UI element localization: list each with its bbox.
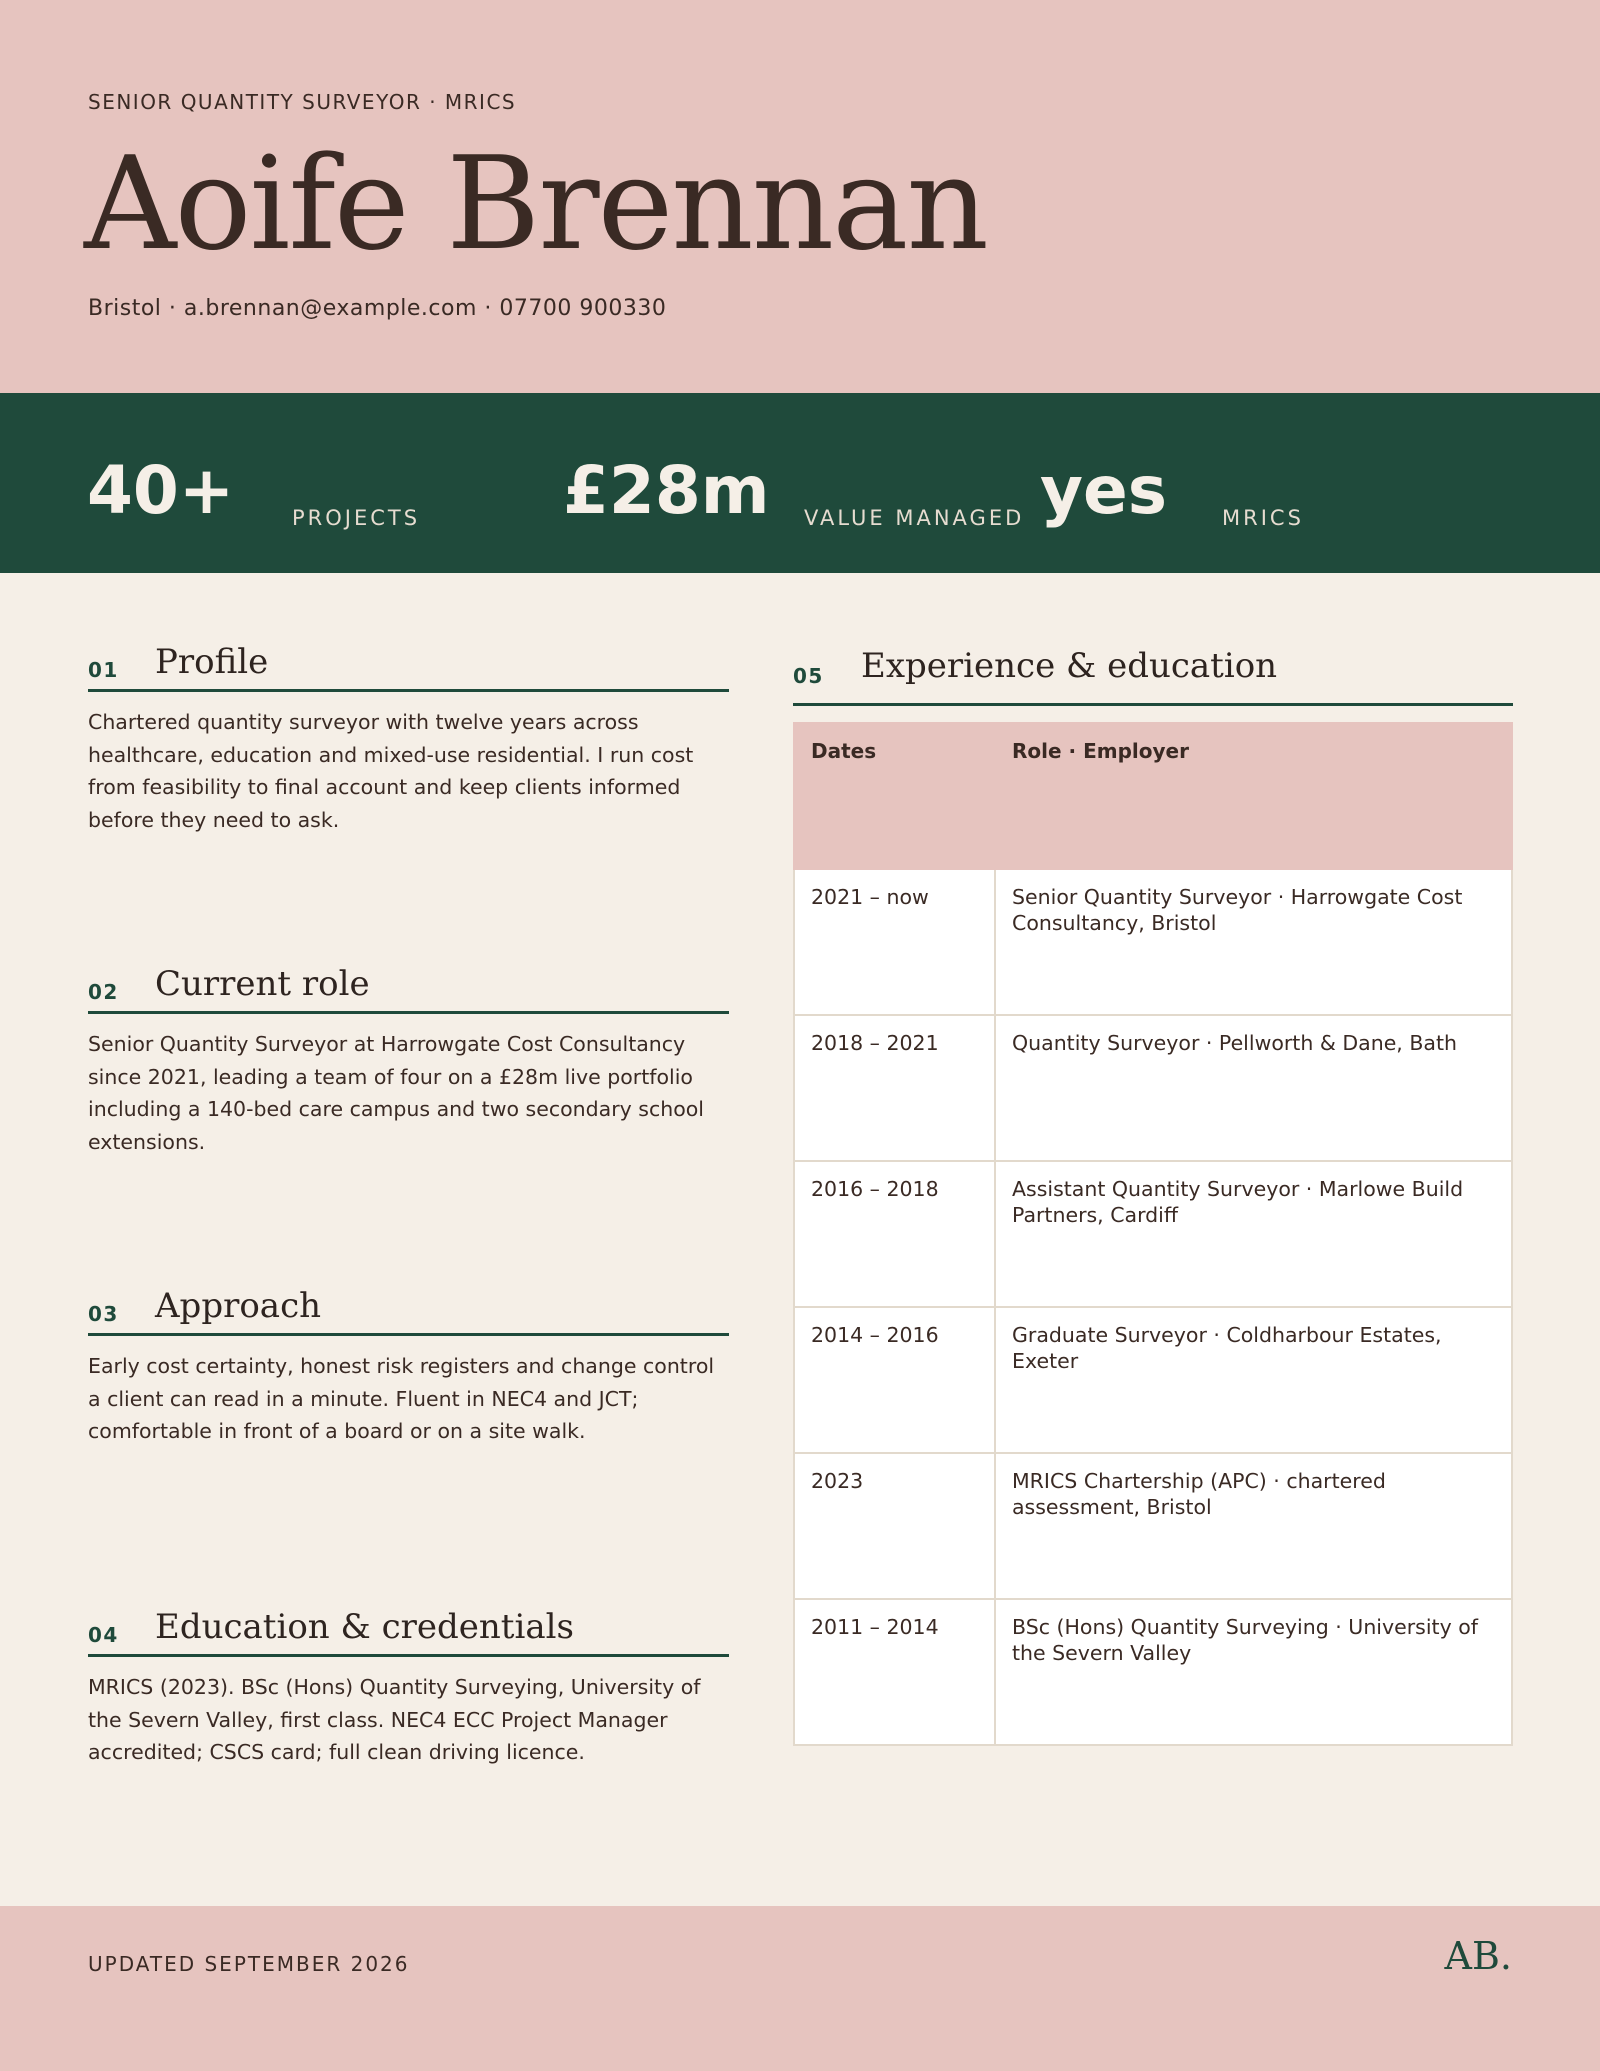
section-body: Early cost certainty, honest risk registers and change control a client can read in a minute. Fluent in NEC4 and JCT; comfortable in front of a board or on a site walk. — [88, 1354, 715, 1443]
header-band — [0, 0, 1600, 393]
table-row — [794, 1015, 1512, 1161]
stat-value-managed-label: VALUE MANAGED — [804, 506, 1025, 530]
section-number: 05 — [793, 664, 824, 688]
job-title-kicker: SENIOR QUANTITY SURVEYOR · MRICS — [88, 90, 517, 114]
column-header-dates: Dates — [794, 723, 995, 869]
footer-band — [0, 1906, 1600, 2071]
stat-projects-value: 40+ — [87, 452, 235, 529]
section-experience — [793, 640, 1513, 1746]
section-title: Education & credentials — [155, 1607, 574, 1647]
table-row — [794, 1599, 1512, 1745]
section-header — [88, 962, 729, 1014]
table-row — [794, 1453, 1512, 1599]
section-header — [88, 1605, 729, 1657]
section-body: Senior Quantity Surveyor at Harrowgate Cost Consultancy since 2021, leading a team of four on a £28m live portfolio including a 140-bed care campus and two secondary school extensions. — [88, 1032, 705, 1154]
section-number: 04 — [88, 1623, 119, 1647]
cell-dates: 2018 – 2021 — [794, 1015, 995, 1161]
stat-mrics-label: MRICS — [1222, 506, 1304, 530]
cell-dates: 2021 – now — [794, 869, 995, 1015]
section-body: MRICS (2023). BSc (Hons) Quantity Surveying, University of the Severn Valley, first class. NEC4 ECC Project Manager accredited; CSCS card; full clean driving licence. — [88, 1675, 701, 1764]
section-approach — [88, 1284, 729, 1448]
section-header — [88, 640, 729, 692]
section-title: Current role — [155, 964, 370, 1004]
section-body: Chartered quantity surveyor with twelve years across healthcare, education and mixed-use residential. I run cost from feasibility to final account and keep clients informed before they need to ask. — [88, 710, 694, 832]
section-header — [793, 640, 1513, 706]
stat-value-managed-value: £28m — [563, 452, 770, 529]
experience-table — [793, 722, 1513, 1746]
cell-role: Graduate Surveyor · Coldharbour Estates, Exeter — [995, 1307, 1512, 1453]
section-number: 02 — [88, 980, 119, 1004]
section-title: Profile — [155, 642, 269, 682]
cell-role: MRICS Chartership (APC) · chartered assessment, Bristol — [995, 1453, 1512, 1599]
stats-band — [0, 393, 1600, 573]
section-title: Approach — [155, 1286, 322, 1326]
section-number: 01 — [88, 658, 119, 682]
cell-dates: 2011 – 2014 — [794, 1599, 995, 1745]
section-education — [88, 1605, 729, 1769]
contact-line: Bristol · a.brennan@example.com · 07700 900330 — [88, 296, 667, 321]
cell-dates: 2014 – 2016 — [794, 1307, 995, 1453]
stat-mrics-value: yes — [1040, 452, 1168, 529]
cell-role: Quantity Surveyor · Pellworth & Dane, Bath — [995, 1015, 1512, 1161]
section-profile — [88, 640, 729, 836]
section-header — [88, 1284, 729, 1336]
table-row — [794, 1307, 1512, 1453]
cell-role: BSc (Hons) Quantity Surveying · University of the Severn Valley — [995, 1599, 1512, 1745]
monogram-logo: AB. — [1444, 1934, 1512, 1978]
stat-projects-label: PROJECTS — [292, 506, 421, 530]
section-number: 03 — [88, 1302, 119, 1326]
table-row — [794, 869, 1512, 1015]
cell-role: Senior Quantity Surveyor · Harrowgate Cost Consultancy, Bristol — [995, 869, 1512, 1015]
section-title: Experience & education — [861, 646, 1278, 686]
table-header-row — [794, 723, 1512, 869]
updated-date: UPDATED SEPTEMBER 2026 — [88, 1952, 410, 1976]
candidate-name: Aoife Brennan — [84, 130, 987, 279]
cell-dates: 2016 – 2018 — [794, 1161, 995, 1307]
column-header-role: Role · Employer — [995, 723, 1512, 869]
cell-dates: 2023 — [794, 1453, 995, 1599]
table-row — [794, 1161, 1512, 1307]
cell-role: Assistant Quantity Surveyor · Marlowe Build Partners, Cardiff — [995, 1161, 1512, 1307]
section-current-role — [88, 962, 729, 1158]
